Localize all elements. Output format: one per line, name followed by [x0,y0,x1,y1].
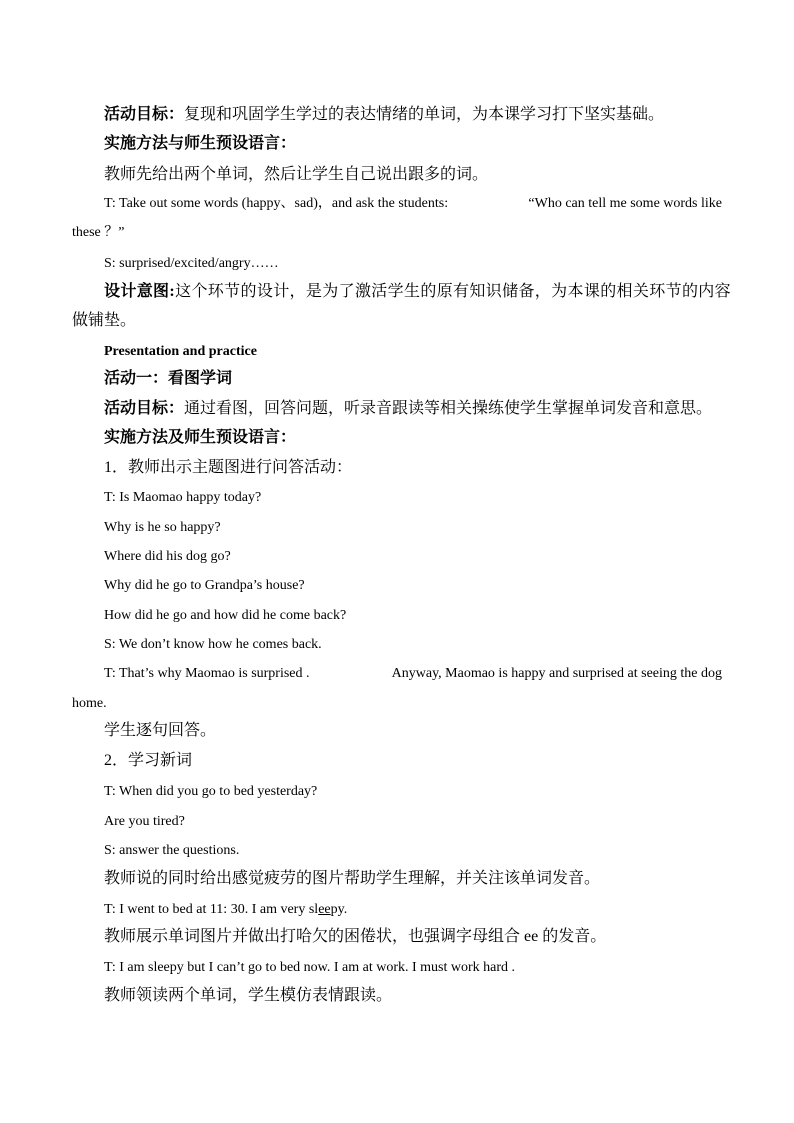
activity-goal-label: 活动目标： [104,106,185,123]
method-heading-1: 实施方法与师生预设语言： [104,135,297,152]
teacher-note-tired: 教师说的同时给出感觉疲劳的图片帮助学生理解，并关注该单词发音。 [104,870,601,887]
dialogue-line-8: T: When did you go to bed yesterday? [104,784,318,799]
student-answer-1: S: surprised/excited/angry…… [104,256,279,271]
teacher-dialogue-1-cont: these ？” [72,225,125,240]
dialogue-line-11-part-c: py. [330,902,348,917]
teacher-dialogue-1 [104,197,722,211]
dialogue-line-10: S: answer the questions. [104,843,240,858]
activity-goal-text-2: 通过看图，回答问题，听录音跟读等相关操练使学生掌握单词发音和意思。 [184,400,713,417]
design-intent-line-cont: 做铺垫。 [72,312,137,329]
dialogue-line-7-part-a: T: That’s why Maomao is surprised . [104,666,310,681]
section-heading-presentation: Presentation and practice [104,344,257,359]
dialogue-line-7-cont: home. [72,696,107,711]
activity-goal-text: 复现和巩固学生学过的表达情绪的单词，为本课学习打下坚实基础。 [184,106,665,123]
dialogue-line-5: How did he go and how did he come back? [104,608,347,623]
teacher-instruction-1: 教师先给出两个单词，然后让学生自己说出跟多的词。 [104,166,489,183]
dialogue-line-1: T: Is Maomao happy today? [104,490,262,505]
method-heading-2: 实施方法及师生预设语言： [104,429,297,446]
design-intent-text: 这个环节的设计，是为了激活学生的原有知识储备，为本课的相关环节的内容 [175,283,731,300]
dialogue-line-2: Why is he so happy? [104,520,221,535]
dialogue-line-6: S: We don’t know how he comes back. [104,637,322,652]
activity-goal-line-1 [104,107,664,123]
teacher-note-sleepy: 教师展示单词图片并做出打哈欠的困倦状，也强调字母组合 ee 的发音。 [104,928,607,945]
teacher-dialogue-1-part-a: T: Take out some words (happy、sad)，and ask the students: [104,196,449,211]
design-intent-line [104,283,731,300]
dialogue-line-7-part-b: Anyway, Maomao is happy and surprised at seeing the dog [391,666,722,681]
teacher-dialogue-1-part-b: “Who can tell me some words like [528,196,722,211]
activity-goal-label-2: 活动目标： [104,400,185,417]
dialogue-line-4: Why did he go to Grandpa’s house? [104,578,305,593]
design-intent-label: 设计意图: [104,283,176,300]
student-reply-note: 学生逐句回答。 [104,722,217,739]
step-one-line: 1．教师出示主题图进行问答活动： [104,459,353,476]
dialogue-line-7 [104,667,722,681]
dialogue-line-9: Are you tired? [104,814,185,829]
dialogue-line-11-underlined: ee [318,902,331,917]
dialogue-line-12: T: I am sleepy but I can’t go to bed now. I am at work. I must work hard . [104,960,516,975]
teacher-note-lead-reading: 教师领读两个单词，学生模仿表情跟读。 [104,987,393,1004]
dialogue-line-3: Where did his dog go? [104,549,231,564]
activity-goal-line-2 [104,401,712,417]
dialogue-line-11 [104,903,347,917]
activity-one-heading: 活动一：看图学词 [104,370,233,387]
step-two-line: 2．学习新词 [104,752,193,769]
dialogue-line-11-part-a: T: I went to bed at 11: 30. I am very sl [104,902,319,917]
